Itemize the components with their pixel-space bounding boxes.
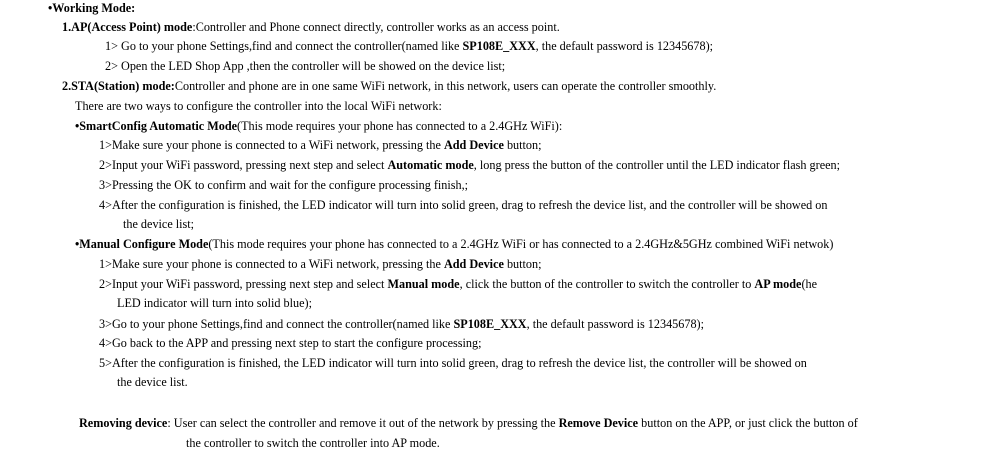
removing-device-line: Removing device: User can select the controller and remove it out of the network by pressing the Remove Device button on the APP, or just click the button of bbox=[79, 416, 858, 430]
manual-step-5: 5>After the configuration is finished, the LED indicator will turn into solid green, drag to refresh the device list, the controller will be showed on bbox=[99, 356, 807, 370]
smartconfig-step-4-cont: the device list; bbox=[123, 217, 195, 231]
manual-step-5-cont: the device list. bbox=[117, 375, 188, 389]
sta-intro: There are two ways to configure the controller into the local WiFi network: bbox=[75, 99, 442, 113]
ap-step-2: 2> Open the LED Shop App ,then the controller will be showed on the device list; bbox=[105, 59, 506, 73]
ap-mode-line: 1.AP(Access Point) mode:Controller and Phone connect directly, controller works as an access point. bbox=[62, 20, 560, 34]
smartconfig-heading: •SmartConfig Automatic Mode(This mode requires your phone has connected to a 2.4GHz WiFi): bbox=[75, 119, 563, 133]
manual-step-2: 2>Input your WiFi password, pressing next step and select Manual mode, click the button of the controller to switch the controller to AP mode(he bbox=[99, 277, 818, 291]
working-mode-title: •Working Mode: bbox=[48, 1, 136, 15]
manual-step-1: 1>Make sure your phone is connected to a WiFi network, pressing the Add Device button; bbox=[99, 257, 542, 271]
ap-step-1: 1> Go to your phone Settings,find and connect the controller(named like SP108E_XXX, the default password is 12345678); bbox=[105, 39, 714, 53]
smartconfig-step-4: 4>After the configuration is finished, the LED indicator will turn into solid green, drag to refresh the device list, and the controller will be showed on bbox=[99, 198, 828, 212]
manual-step-3: 3>Go to your phone Settings,find and connect the controller(named like SP108E_XXX, the default password is 12345678); bbox=[99, 317, 704, 331]
manual-heading: •Manual Configure Mode(This mode requires your phone has connected to a 2.4GHz WiFi or has connected to a 2.4GHz&5GHz combined WiFi netwok) bbox=[75, 237, 834, 251]
manual-step-2-cont: LED indicator will turn into solid blue); bbox=[117, 296, 312, 310]
manual-step-4: 4>Go back to the APP and pressing next step to start the configure processing; bbox=[99, 336, 482, 350]
smartconfig-step-2: 2>Input your WiFi password, pressing next step and select Automatic mode, long press the button of the controller until the LED indicator flash green; bbox=[99, 158, 840, 172]
smartconfig-step-1: 1>Make sure your phone is connected to a WiFi network, pressing the Add Device button; bbox=[99, 138, 542, 152]
sta-mode-line: 2.STA(Station) mode:Controller and phone are in one same WiFi network, in this network, users can operate the controller smoothly. bbox=[62, 79, 717, 93]
smartconfig-step-3: 3>Pressing the OK to confirm and wait for the configure processing finish,; bbox=[99, 178, 469, 192]
removing-device-line-2: the controller to switch the controller into AP mode. bbox=[186, 436, 440, 450]
